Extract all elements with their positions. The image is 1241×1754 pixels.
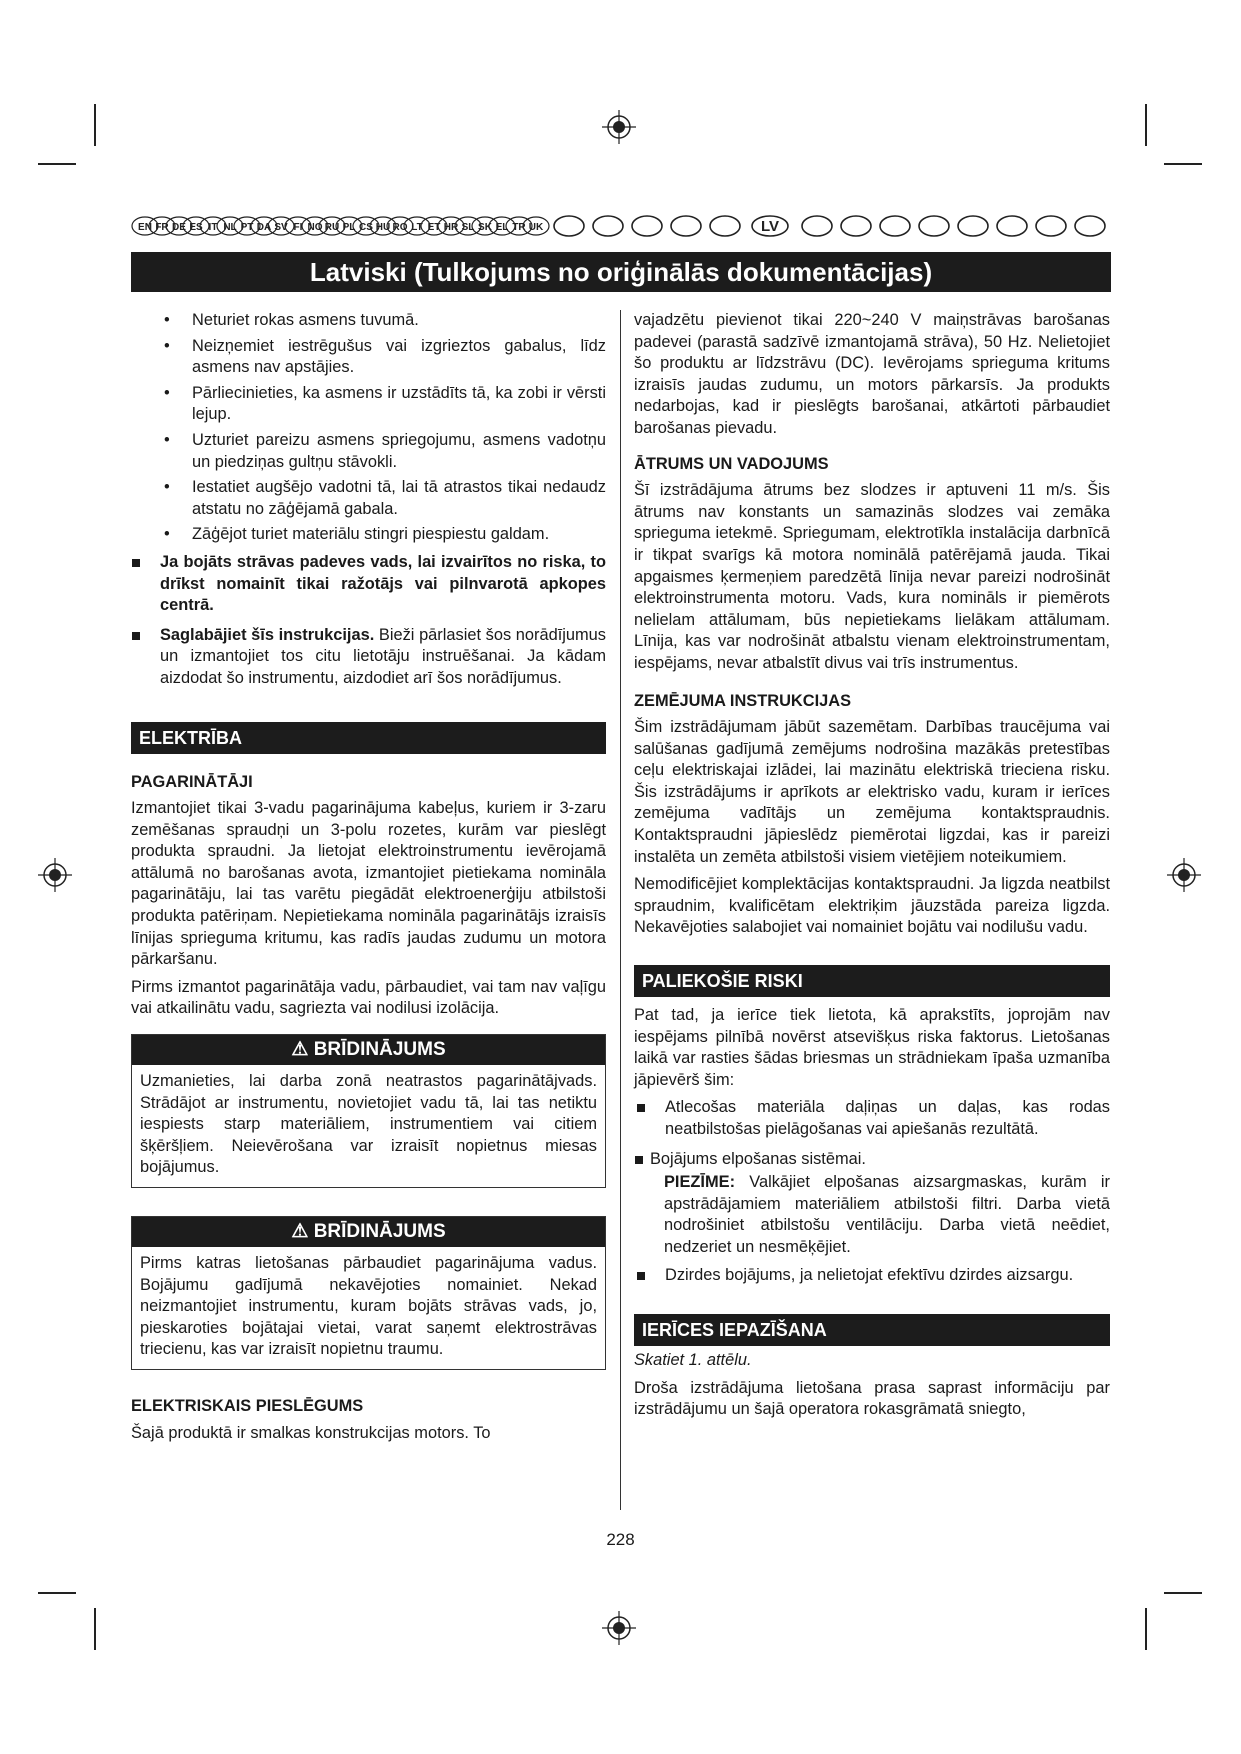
language-code-label: TR xyxy=(512,222,526,233)
note-text: Valkājiet elpošanas aizsargmaskas, kurām ir apstrādājamiem materiāliem atbilstoši filtri. Darba vietā nodrošiniet atbilstošu ventilāciju. Darba vietā neēdiet, nedzeriet un nesmēķējiet. xyxy=(664,1173,1110,1256)
crop-mark xyxy=(1164,163,1202,165)
crop-mark xyxy=(1164,1592,1202,1594)
save-instructions-lead: Saglabājiet šīs instrukcijas. xyxy=(160,625,375,644)
list-item: Dzirdes bojājums, ja nelietojat efektīvu dzirdes aizsargu. xyxy=(634,1265,1110,1287)
empty-language-oval xyxy=(997,216,1027,236)
language-code-label: IT xyxy=(208,222,218,233)
language-code-label: DA xyxy=(256,222,272,233)
note-paragraph xyxy=(634,1172,1110,1258)
language-code-label: EN xyxy=(138,222,152,233)
crop-mark xyxy=(94,104,96,146)
warning-header xyxy=(132,1035,605,1065)
subheading-speed: ĀTRUMS UN VADOJUMS xyxy=(634,454,829,473)
empty-language-oval xyxy=(1036,216,1066,236)
crop-mark xyxy=(1145,104,1147,146)
language-code-label: SV xyxy=(274,222,288,233)
language-code-label: DE xyxy=(172,222,186,233)
language-code-label: RU xyxy=(324,222,340,233)
speed-text: Šī izstrādājuma ātrums bez slodzes ir aptuveni 11 m/s. Šis ātrums nav konstants un samazinās slodzes vai zemāka sprieguma ietekmē. Spriegumam, elektrotīkla instalācija darbnīcā ir tikpat svarīgs kā motora nominālā patērējamā jauda. Tikai apgaismes ķermeņiem paredzētā līnija nevar pareizi nodrošināt elektroinstrumenta motoru. Vads, kura nomināls ir piemērots nelielam attālumam, būs nepietiekams lielākam attālumam. Līnija, kas var nodrošināt atbalstu vienam elektroinstrumentam, iespējams, nevar atbalstīt divus vai trīs instrumentus. xyxy=(634,481,1110,672)
language-code-label: SK xyxy=(478,222,492,233)
empty-language-oval xyxy=(593,216,623,236)
cord-warning: Ja bojāts strāvas padeves vads, lai izvairītos no riska, to drīkst nomainīt tikai ražotājs vai pilnvarotā apkopes centrā. xyxy=(131,552,606,617)
language-code-label: HU xyxy=(375,222,391,233)
section-heading-device: IERĪCES IEPAZĪŠANA xyxy=(634,1314,1110,1346)
crop-mark xyxy=(94,1608,96,1650)
warning-box-2 xyxy=(131,1216,606,1370)
warning-triangle-icon: ⚠ xyxy=(291,1221,309,1242)
empty-language-oval xyxy=(802,216,832,236)
language-code-label: CS xyxy=(359,222,373,233)
language-code-label: HR xyxy=(443,222,459,233)
registration-mark-icon xyxy=(38,858,72,892)
extension-paragraph-2: Pirms izmantot pagarinātāja vadu, pārbaudiet, vai tam nav vaļīgu vai atkailinātu vadu, sagriezta vai nodilusi izolācija. xyxy=(131,977,606,1018)
warning-triangle-icon: ⚠ xyxy=(291,1039,309,1061)
language-code-label: FR xyxy=(155,222,169,233)
language-code-label: EL xyxy=(495,222,509,233)
grounding-paragraph-2: Nemodificējiet komplektācijas kontaktspraudni. Ja ligzda neatbilst spraudnim, kvalificētam elektriķim jāuzstāda pareiza ligzda. Nekavējoties salabojiet vai nomainiet bojātu vai nodilušu vadu. xyxy=(634,875,1110,937)
list-item: • Uzturiet pareizu asmens spriegojumu, asmens vadotņu un piedziņas gultņu stāvokli. xyxy=(131,430,606,473)
language-code-label: NO xyxy=(307,222,323,233)
empty-language-oval xyxy=(958,216,988,236)
empty-language-oval xyxy=(919,216,949,236)
section-heading-risks: PALIEKOŠIE RISKI xyxy=(634,965,1110,997)
grounding-paragraph-1: Šim izstrādājumam jābūt sazemētam. Darbības traucējuma vai salūšanas gadījumā zemējums nodrošina mazākās pretestības ceļu elektriskajai izlādei, lai mazinātu elektriskā trieciena risku. Šis izstrādājums ir aprīkots ar elektrisko vadu, kuram ir ierīces zemējuma vadītājs un zemējuma kontaktspraudnis. Kontaktspraudni jāpieslēdz piemērotai ligzdai, kas ir pareizi instalēta un zemēta atbilstoši visiem vietējiem noteikumiem. xyxy=(634,718,1110,866)
save-instructions-text: Bieži pārlasiet šos norādījumus un izmantojiet tos citu lietotāju instruēšanai. Ja kādam aizdodat šo instrumentu, aizdodiet arī šos norādījumus. xyxy=(160,625,606,687)
warning-label: BRĪDINĀJUMS xyxy=(313,1039,446,1061)
language-strip xyxy=(131,212,1111,240)
registration-mark-icon xyxy=(602,110,636,144)
language-code-label: SL xyxy=(461,222,475,233)
list-item: • Neturiet rokas asmens tuvumā. xyxy=(131,310,606,332)
empty-language-oval xyxy=(554,216,584,236)
empty-language-oval xyxy=(671,216,701,236)
language-code-label: ET xyxy=(427,222,441,233)
list-item: • Zāģējot turiet materiālu stingri piespiestu galdam. xyxy=(131,524,606,546)
list-item: Bojājums elpošanas sistēmai. xyxy=(634,1149,1110,1171)
page-number: 228 xyxy=(606,1530,635,1549)
empty-language-oval xyxy=(710,216,740,236)
language-code-label: PT xyxy=(240,222,254,233)
note-label: PIEZĪME: xyxy=(664,1173,736,1192)
language-code-label: RO xyxy=(392,222,408,233)
warning-box-1 xyxy=(131,1034,606,1188)
subheading-connection: ELEKTRISKAIS PIESLĒGUMS xyxy=(131,1396,364,1415)
registration-mark-icon xyxy=(1167,858,1201,892)
connection-continued-text: vajadzētu pievienot tikai 220~240 V maiņstrāvas barošanas padevei (parastā sadzīvē izmantojamā strāva), 50 Hz. Nelietojiet šo produktu ar līdzstrāvu (DC). Ievērojams sprieguma kritums izraisīs jaudas zudumu, un motors pārkarsīs. Ja produkts nedarbojas, kad ir pieslēgts barošanai, atkārtoti pārbaudiet barošanas pievadu. xyxy=(634,311,1110,437)
list-item: • Neizņemiet iestrēgušus vai izgrieztos gabalus, līdz asmens nav apstājies. xyxy=(131,336,606,379)
warning-label: BRĪDINĀJUMS xyxy=(313,1221,446,1242)
language-code-label: LT xyxy=(411,222,423,233)
warning-text: Pirms katras lietošanas pārbaudiet pagarinājuma vadus. Bojājumu gadījumā nekavējoties nomainiet. Nekad neizmantojiet instrumentu, kuram bojāts strāvas vads, jo, pieskaroties bojātajai vietai, varat saņemt elektrostrāvas triecienu, kas var izraisīt nopietnu traumu. xyxy=(140,1254,597,1359)
crop-mark xyxy=(38,1592,76,1594)
crop-mark xyxy=(1145,1608,1147,1650)
language-code-label: LV xyxy=(760,218,780,235)
column-divider xyxy=(620,310,621,1510)
language-code-label: UK xyxy=(528,222,544,233)
list-item: • Pārliecinieties, ka asmens ir uzstādīts tā, ka zobi ir vērsti lejup. xyxy=(131,383,606,426)
subheading-extension: PAGARINĀTĀJI xyxy=(131,772,253,791)
left-column xyxy=(131,310,606,1450)
language-code-label: ES xyxy=(189,222,203,233)
empty-language-oval xyxy=(841,216,871,236)
list-item: Atlecošas materiāla daļiņas un daļas, kas rodas neatbilstošas pielāgošanas vai apiešanās rezultātā. xyxy=(634,1097,1110,1140)
connection-text: Šajā produktā ir smalkas konstrukcijas motors. To xyxy=(131,1423,491,1442)
crop-mark xyxy=(38,163,76,165)
extension-paragraph-1: Izmantojiet tikai 3-vadu pagarinājuma kabeļus, kuriem ir 3-zaru zemēšanas spraudņi un 3-polu rozetes, kurām var pieslēgt produkta spraudni. Ja lietojat elektroinstrumentu ievērojamā attālumā no barošanas avota, izmantojiet pietiekama nomināla pagarinātāju, lai tas varētu piegādāt elektroenerģiju atbilstoši produkta patēriņam. Nepietiekama nomināla pagarinātājs izraisīs līnijas sprieguma kritumu, kas radīs jaudas zudumu un motora pārkaršanu. xyxy=(131,799,606,969)
language-code-label: NL xyxy=(223,222,237,233)
empty-language-oval xyxy=(880,216,910,236)
registration-mark-icon xyxy=(602,1611,636,1645)
page-title: Latviski (Tulkojums no oriģinālās dokumentācijas) xyxy=(131,252,1111,292)
section-heading-electric: ELEKTRĪBA xyxy=(131,722,606,754)
safety-bullet-list xyxy=(131,310,606,546)
risks-intro: Pat tad, ja ierīce tiek lietota, kā aprakstīts, joprojām nav iespējams pilnībā novērst atsevišķus riska faktorus. Lietošanas laikā var rasties šādas briesmas un strādniekam īpaša uzmanība jāpievērš šim: xyxy=(634,1006,1110,1089)
empty-language-oval xyxy=(632,216,662,236)
right-column xyxy=(634,310,1110,1427)
language-code-label: PL xyxy=(342,222,356,233)
figure-reference: Skatiet 1. attēlu. xyxy=(634,1351,752,1370)
device-text: Droša izstrādājuma lietošana prasa saprast informāciju par izstrādājumu un šajā operatora rokasgrāmatā sniegto, xyxy=(634,1378,1110,1419)
subheading-grounding: ZEMĒJUMA INSTRUKCIJAS xyxy=(634,691,852,710)
save-instructions xyxy=(131,625,606,690)
language-code-label: FI xyxy=(293,222,303,233)
warning-text: Uzmanieties, lai darba zonā neatrastos pagarinātājvads. Strādājot ar instrumentu, novietojiet vadu tā, lai tas netiktu iespiests starp materiāliem, instrumentiem vai citiem šķēršļiem. Neievērošana var izraisīt nopietnus miesas bojājumus. xyxy=(140,1072,597,1177)
list-item: • Iestatiet augšējo vadotni tā, lai tā atrastos tikai nedaudz atstatu no zāģējamā gabala. xyxy=(131,477,606,520)
warning-header xyxy=(132,1217,605,1247)
empty-language-oval xyxy=(1075,216,1105,236)
